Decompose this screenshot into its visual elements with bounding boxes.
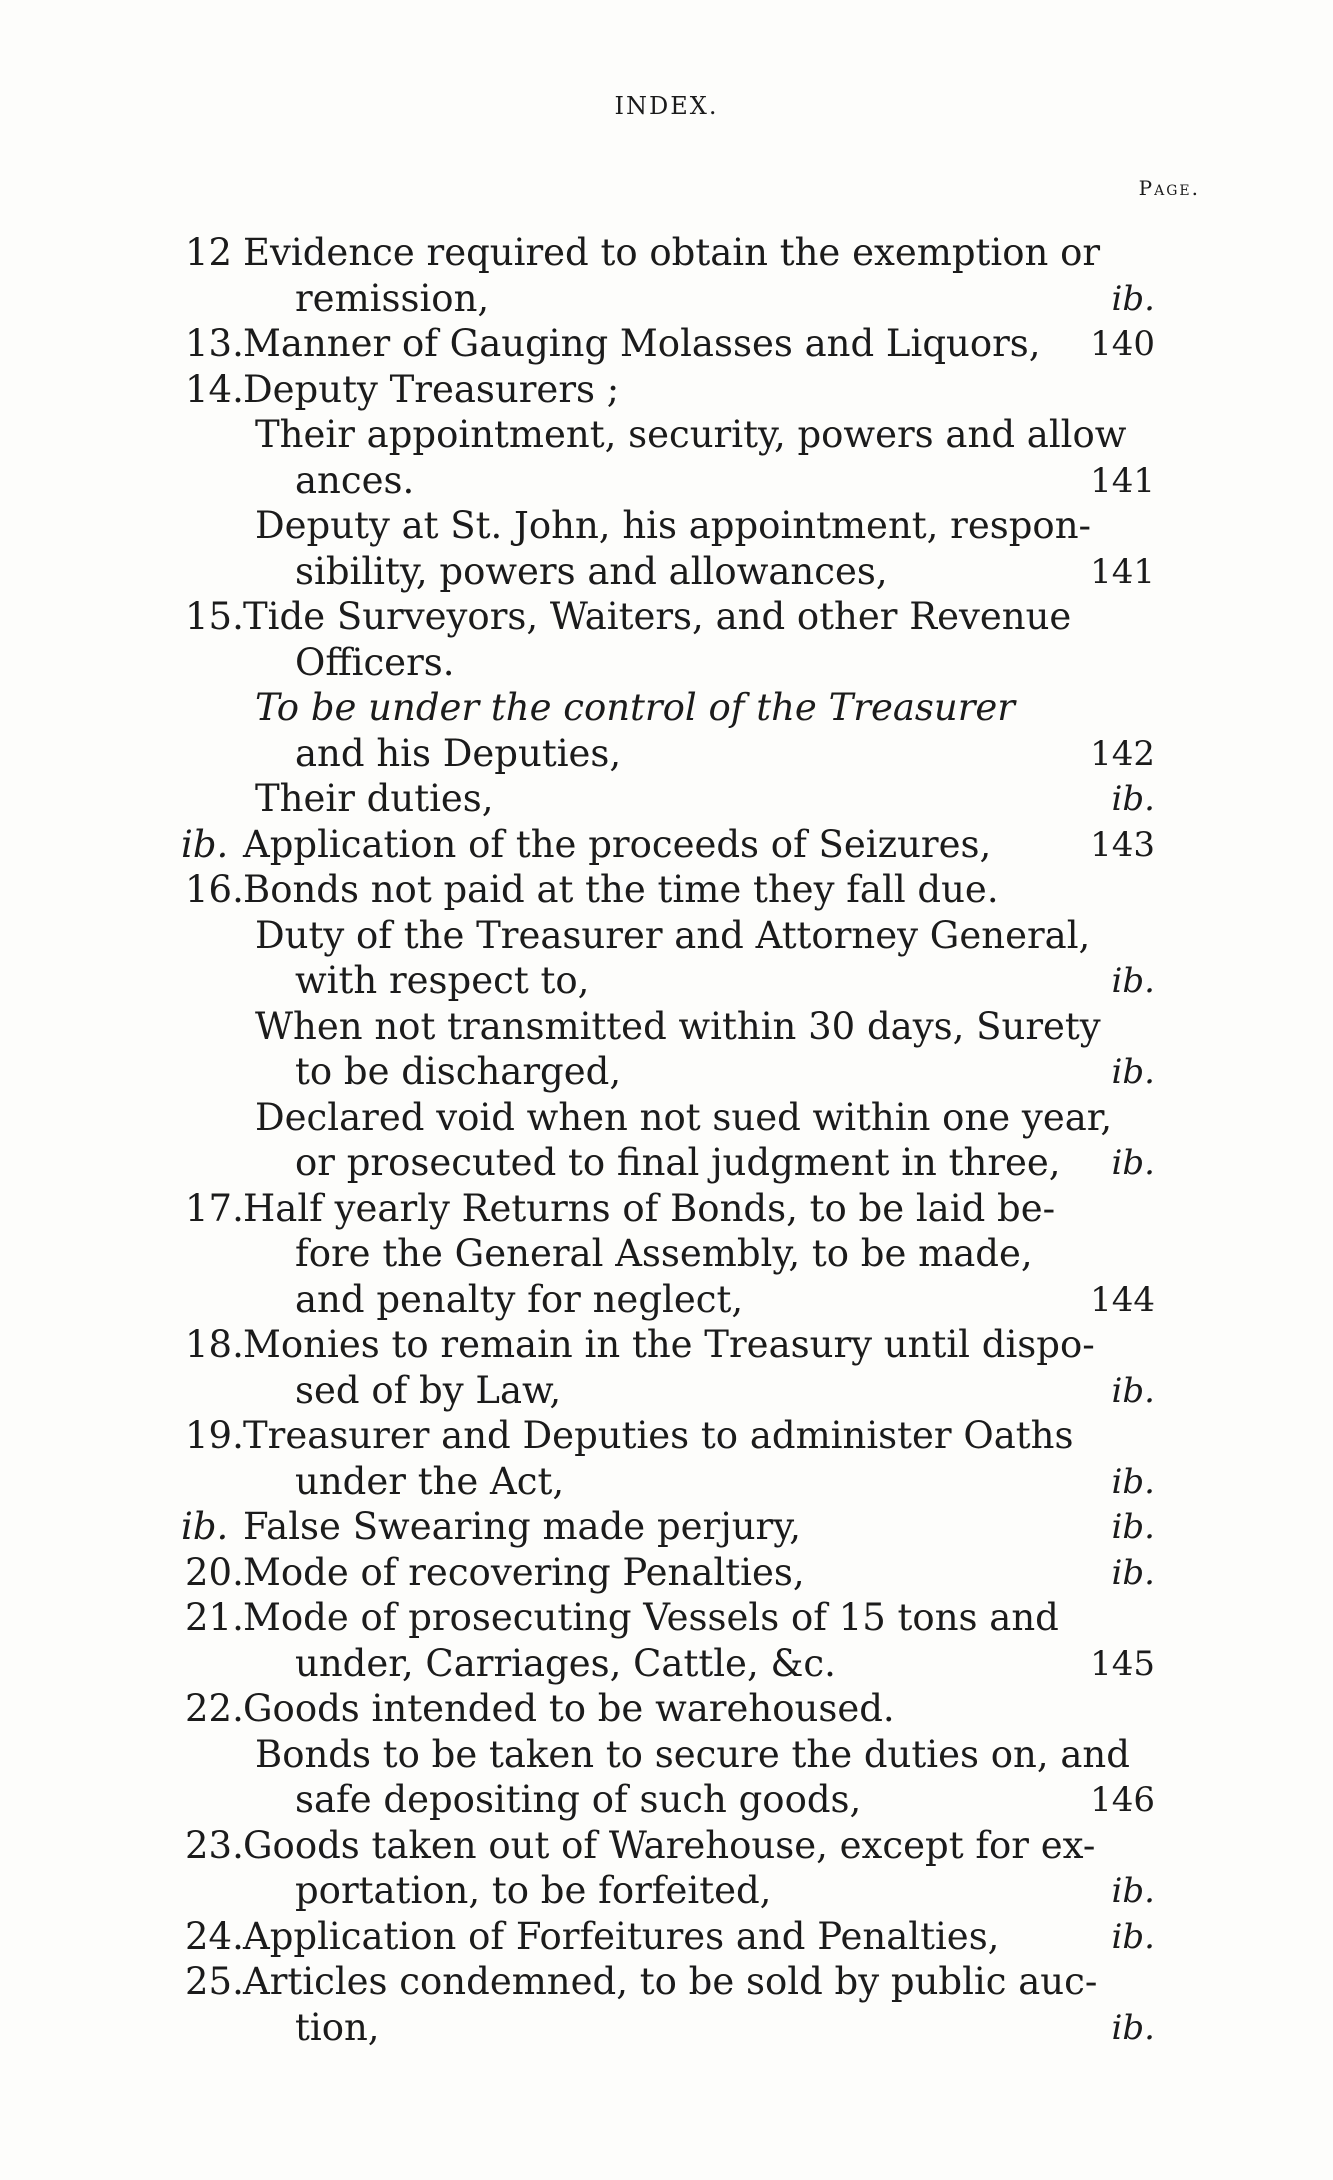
entry-text: Deputy Treasurers ;	[243, 367, 620, 411]
entry-text: Officers.	[295, 640, 455, 684]
entry-text: Manner of Gauging Molasses and Liquors,	[243, 322, 1041, 365]
entry-page-ref: 141	[1090, 460, 1155, 501]
entry-number: 21.	[185, 1596, 244, 1639]
entry-text: sed of by Law,	[295, 1368, 562, 1412]
entry-text: Declared void when not sued within one year,	[255, 1095, 1113, 1139]
entry-text: Their appointment, security, powers and allow	[255, 413, 1127, 456]
entry-number: 24.	[185, 1914, 244, 1958]
entry-number: 19.	[185, 1414, 244, 1457]
entry-text: Duty of the Treasurer and Attorney General,	[255, 913, 1091, 957]
entry-text: Goods taken out of Warehouse, except for ex-	[243, 1823, 1096, 1867]
entry-text: fore the General Assembly, to be made,	[295, 1232, 1033, 1275]
entry-text: remission,	[295, 276, 490, 320]
entry-text: When not transmitted within 30 days, Surety	[255, 1004, 1101, 1048]
entry-text: and his Deputies,	[295, 731, 622, 775]
entry-number: 23.	[185, 1823, 244, 1867]
entry-page-ref: ib.	[1111, 1916, 1155, 1957]
entry-text: False Swearing made perjury,	[243, 1505, 801, 1548]
entry-page-ref: ib.	[1111, 1507, 1155, 1547]
entry-number: 20.	[185, 1550, 244, 1594]
entry-text: Treasurer and Deputies to administer Oaths	[243, 1414, 1074, 1457]
entry-page-ref: 140	[1090, 324, 1155, 364]
entry-page-ref: ib.	[1111, 1461, 1155, 1502]
entry-text: Mode of recovering Penalties,	[243, 1550, 805, 1594]
entry-number: 17.	[185, 1186, 244, 1230]
entry-text: Bonds not paid at the time they fall due.	[243, 868, 999, 911]
entry-text: safe depositing of such goods,	[295, 1778, 862, 1821]
entry-text: with respect to,	[295, 959, 590, 1002]
entry-number: 14.	[185, 367, 244, 411]
entry-text: to be discharged,	[295, 1050, 622, 1093]
entry-page-ref: 141	[1090, 551, 1155, 592]
entry-text: Tide Surveyors, Waiters, and other Revenue	[243, 595, 1072, 638]
entry-number: 16.	[185, 868, 244, 911]
entry-text: ances.	[295, 458, 415, 502]
entry-text: or prosecuted to final judgment in three,	[295, 1141, 1061, 1184]
entry-text: portation, to be forfeited,	[295, 1869, 772, 1912]
entry-text: under the Act,	[295, 1459, 565, 1503]
entry-page-ref: ib.	[1111, 278, 1155, 319]
entry-text: Monies to remain in the Treasury until dispo-	[243, 1323, 1095, 1366]
entry-number: ib.	[181, 1505, 229, 1548]
entry-text: Application of the proceeds of Seizures,	[243, 822, 992, 866]
entry-number: 12	[185, 231, 233, 274]
entry-page-ref: 142	[1090, 733, 1155, 774]
entry-text: Their duties,	[255, 777, 494, 820]
entry-text: and penalty for neglect,	[295, 1277, 744, 1321]
entry-text: Goods intended to be warehoused.	[243, 1687, 895, 1730]
entry-text: tion,	[295, 2005, 380, 2049]
entry-page-ref: 144	[1090, 1279, 1155, 1320]
entry-page-ref: ib.	[1111, 1370, 1155, 1411]
entry-number: 18.	[185, 1323, 244, 1366]
entry-text: Half yearly Returns of Bonds, to be laid be-	[243, 1186, 1056, 1230]
entry-page-ref: 143	[1090, 824, 1155, 865]
page-column-label: Page.	[1138, 176, 1200, 200]
entry-page-ref: 145	[1090, 1643, 1155, 1684]
entry-page-ref: ib.	[1111, 779, 1155, 819]
entry-number: 15.	[185, 595, 244, 638]
entry-page-ref: ib.	[1111, 1052, 1155, 1092]
entry-text: sibility, powers and allowances,	[295, 549, 888, 593]
entry-number: 13.	[185, 322, 244, 365]
entry-page-ref: ib.	[1111, 1871, 1155, 1911]
entry-text: Evidence required to obtain the exemption or	[243, 231, 1101, 274]
entry-text: under, Carriages, Cattle, &c.	[295, 1641, 836, 1685]
entry-text: Articles condemned, to be sold by public auc-	[243, 1960, 1098, 2003]
entry-text: Deputy at St. John, his appointment, respon-	[255, 504, 1092, 547]
entry-number: 22.	[185, 1687, 244, 1730]
entry-text: To be under the control of the Treasurer	[255, 686, 1015, 729]
entry-number: ib.	[181, 822, 229, 866]
running-title: INDEX.	[614, 92, 719, 120]
entry-page-ref: ib.	[1111, 961, 1155, 1001]
entry-text: Application of Forfeitures and Penalties,	[243, 1914, 1000, 1958]
entry-page-ref: ib.	[1111, 1143, 1155, 1183]
entry-page-ref: ib.	[1111, 1552, 1155, 1593]
entry-text: Mode of prosecuting Vessels of 15 tons and	[243, 1596, 1059, 1639]
entry-text: Bonds to be taken to secure the duties on, and	[255, 1732, 1130, 1776]
entry-page-ref: 146	[1090, 1780, 1155, 1820]
entry-number: 25.	[185, 1960, 244, 2003]
entry-page-ref: ib.	[1111, 2007, 1155, 2048]
